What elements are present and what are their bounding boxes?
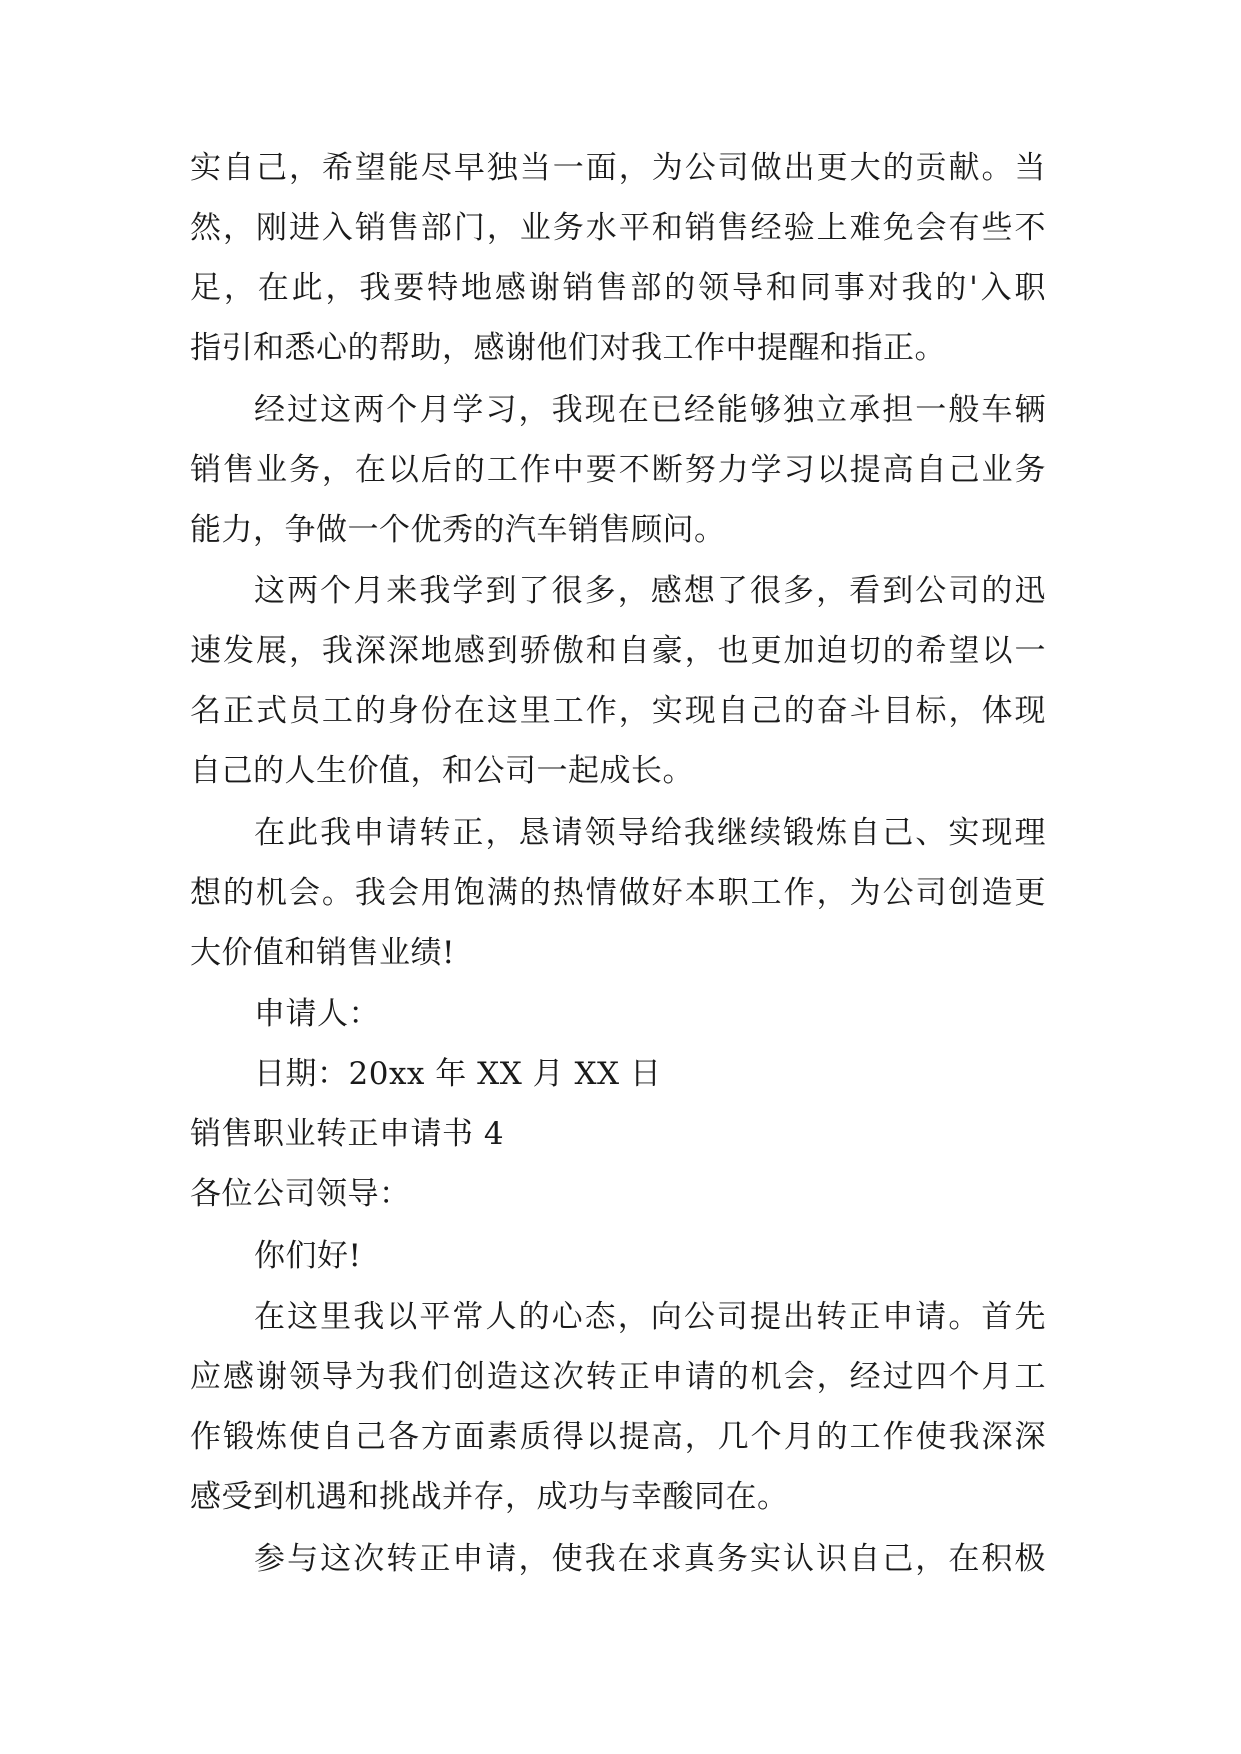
paragraph-line: 实自己，希望能尽早独当一面，为公司做出更大的贡献。当 [190,150,1046,186]
paragraph-line: 速发展，我深深地感到骄傲和自豪，也更加迫切的希望以一 [190,633,1046,669]
paragraph-line: 感受到机遇和挑战并存，成功与幸酸同在。 [190,1479,789,1515]
paragraph-line: 能力，争做一个优秀的汽车销售顾问。 [190,512,726,548]
paragraph-line: 大价值和销售业绩! [190,935,455,971]
paragraph-line: 自己的人生价值，和公司一起成长。 [190,753,694,789]
paragraph-line: 应感谢领导为我们创造这次转正申请的机会，经过四个月工 [190,1359,1046,1395]
applicant-label: 申请人： [254,996,380,1032]
paragraph-line: 经过这两个月学习，我现在已经能够独立承担一般车辆 [254,392,1046,428]
paragraph-line: 名正式员工的身份在这里工作，实现自己的奋斗目标，体现 [190,693,1046,729]
paragraph-line: 这两个月来我学到了很多，感想了很多，看到公司的迅 [254,573,1046,609]
section-title: 销售职业转正申请书 4 [190,1116,505,1152]
paragraph-line: 足，在此，我要特地感谢销售部的领导和同事对我的'入职 [190,270,1046,306]
paragraph-line: 指引和悉心的帮助，感谢他们对我工作中提醒和指正。 [190,330,946,366]
paragraph-line: 作锻炼使自己各方面素质得以提高，几个月的工作使我深深 [190,1419,1046,1455]
paragraph-line: 在此我申请转正，恳请领导给我继续锻炼自己、实现理 [254,815,1046,851]
date-line: 日期：20xx 年 XX 月 XX 日 [254,1056,662,1092]
paragraph-line: 然，刚进入销售部门，业务水平和销售经验上难免会有些不 [190,210,1046,246]
paragraph-line: 想的机会。我会用饱满的热情做好本职工作，为公司创造更 [190,875,1046,911]
salutation: 各位公司领导： [190,1176,411,1212]
paragraph-line: 在这里我以平常人的心态，向公司提出转正申请。首先 [254,1299,1046,1335]
greeting: 你们好! [254,1238,362,1274]
paragraph-line: 销售业务，在以后的工作中要不断努力学习以提高自己业务 [190,452,1046,488]
paragraph-line: 参与这次转正申请，使我在求真务实认识自己，在积极 [254,1541,1046,1577]
